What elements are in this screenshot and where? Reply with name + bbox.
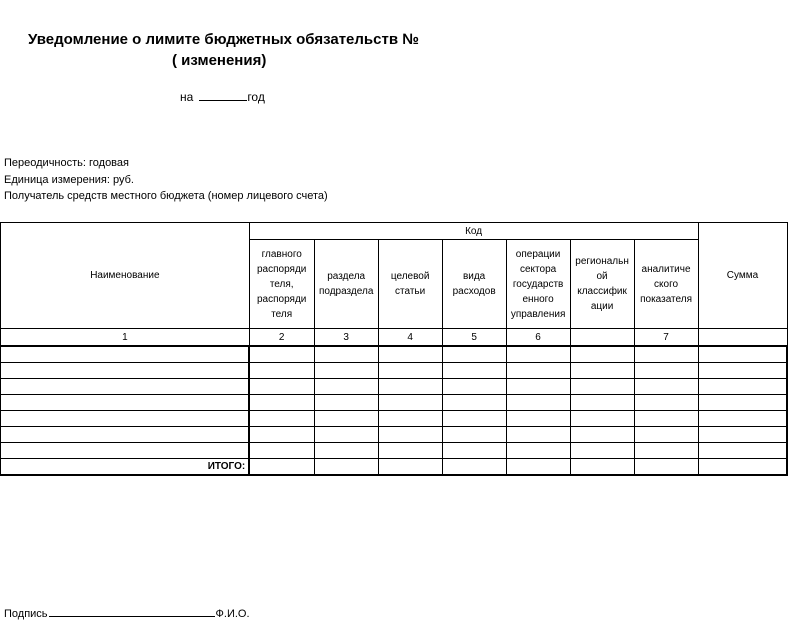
- table-cell[interactable]: [506, 379, 570, 395]
- signature-blank-field[interactable]: [49, 606, 215, 617]
- table-cell[interactable]: [1, 379, 250, 395]
- table-cell[interactable]: [634, 363, 698, 379]
- header-code: Код: [249, 223, 698, 240]
- table-row: [1, 379, 788, 395]
- limits-table: [0, 222, 788, 476]
- table-cell[interactable]: [1, 427, 250, 443]
- signature-label: Подпись: [4, 608, 48, 620]
- table-cell[interactable]: [378, 395, 442, 411]
- table-cell[interactable]: [570, 459, 634, 476]
- table-cell[interactable]: [570, 411, 634, 427]
- table-cell[interactable]: [378, 443, 442, 459]
- header-code-col-2: раздела подраздела: [314, 240, 378, 329]
- table-cell[interactable]: [570, 379, 634, 395]
- table-cell[interactable]: [1, 346, 250, 363]
- recipient-text: Получатель средств местного бюджета (номер лицевого счета): [4, 190, 328, 202]
- table-cell[interactable]: [506, 363, 570, 379]
- table-cell[interactable]: [570, 443, 634, 459]
- table-cell[interactable]: [698, 346, 787, 363]
- table-cell[interactable]: [442, 459, 506, 476]
- header-code-col-5: операции сектора государств енного управления: [506, 240, 570, 329]
- document-title: Уведомление о лимите бюджетных обязательств №: [28, 31, 419, 48]
- table-cell[interactable]: [506, 346, 570, 363]
- header-code-col-7: аналитиче ского показателя: [634, 240, 698, 329]
- table-cell[interactable]: [442, 395, 506, 411]
- table-cell[interactable]: [442, 363, 506, 379]
- table-cell[interactable]: [1, 395, 250, 411]
- table-cell[interactable]: [698, 411, 787, 427]
- column-number-9: [698, 329, 787, 347]
- unit-text: Единица измерения: руб.: [4, 174, 134, 186]
- fio-label: Ф.И.О.: [215, 608, 250, 620]
- table-row: [1, 411, 788, 427]
- column-number-3: 3: [314, 329, 378, 347]
- table-cell[interactable]: [314, 443, 378, 459]
- table-cell[interactable]: [378, 346, 442, 363]
- table-cell[interactable]: [698, 459, 787, 476]
- table-cell[interactable]: [314, 379, 378, 395]
- table-cell[interactable]: [506, 427, 570, 443]
- column-number-5: 5: [442, 329, 506, 347]
- table-cell[interactable]: [570, 346, 634, 363]
- table-cell[interactable]: [314, 395, 378, 411]
- header-code-col-4: вида расходов: [442, 240, 506, 329]
- table-cell[interactable]: [249, 427, 314, 443]
- table-cell[interactable]: [698, 395, 787, 411]
- table-cell[interactable]: [634, 443, 698, 459]
- table-cell[interactable]: [249, 379, 314, 395]
- table-cell[interactable]: [314, 411, 378, 427]
- year-line: [180, 89, 265, 104]
- header-code-col-6: региональн ой классифик ации: [570, 240, 634, 329]
- column-number-8: 7: [634, 329, 698, 347]
- total-label: ИТОГО:: [1, 459, 250, 476]
- table-cell[interactable]: [698, 363, 787, 379]
- table-cell[interactable]: [634, 411, 698, 427]
- document-subtitle: ( изменения): [172, 52, 267, 69]
- table-cell[interactable]: [634, 395, 698, 411]
- table-cell[interactable]: [378, 459, 442, 476]
- table-cell[interactable]: [249, 459, 314, 476]
- table-cell[interactable]: [249, 363, 314, 379]
- table-cell[interactable]: [249, 395, 314, 411]
- table-cell[interactable]: [378, 379, 442, 395]
- table-cell[interactable]: [634, 346, 698, 363]
- table-cell[interactable]: [442, 443, 506, 459]
- table-cell[interactable]: [249, 443, 314, 459]
- table-cell[interactable]: [378, 411, 442, 427]
- year-blank-field[interactable]: [199, 89, 247, 101]
- header-name: Наименование: [1, 223, 250, 329]
- table-cell[interactable]: [378, 363, 442, 379]
- table-cell[interactable]: [506, 443, 570, 459]
- table-cell[interactable]: [570, 395, 634, 411]
- table-row: [1, 363, 788, 379]
- table-cell[interactable]: [314, 363, 378, 379]
- table-cell[interactable]: [634, 427, 698, 443]
- column-number-6: 6: [506, 329, 570, 347]
- table-cell[interactable]: [442, 346, 506, 363]
- table-cell[interactable]: [378, 427, 442, 443]
- table-row: [1, 395, 788, 411]
- table-cell[interactable]: [314, 459, 378, 476]
- column-number-4: 4: [378, 329, 442, 347]
- table-cell[interactable]: [249, 346, 314, 363]
- table-cell[interactable]: [506, 395, 570, 411]
- table-cell[interactable]: [698, 379, 787, 395]
- table-cell[interactable]: [506, 411, 570, 427]
- table-cell[interactable]: [1, 443, 250, 459]
- table-row: [1, 346, 788, 363]
- table-cell[interactable]: [442, 427, 506, 443]
- periodicity-text: Переодичность: годовая: [4, 157, 129, 169]
- column-number-2: 2: [249, 329, 314, 347]
- table-cell[interactable]: [634, 379, 698, 395]
- header-code-col-1: главного распоряди теля, распоряди теля: [249, 240, 314, 329]
- table-cell[interactable]: [1, 411, 250, 427]
- header-sum: Сумма: [698, 223, 787, 329]
- signature-line: [4, 606, 250, 620]
- table-cell[interactable]: [314, 427, 378, 443]
- column-number-1: 1: [1, 329, 250, 347]
- table-cell[interactable]: [698, 427, 787, 443]
- table-cell[interactable]: [442, 379, 506, 395]
- header-code-col-3: целевой статьи: [378, 240, 442, 329]
- column-number-7: [570, 329, 634, 347]
- table-row: [1, 443, 788, 459]
- total-row: [1, 459, 788, 476]
- table-cell[interactable]: [314, 346, 378, 363]
- table-cell[interactable]: [506, 459, 570, 476]
- table-cell[interactable]: [634, 459, 698, 476]
- table-cell[interactable]: [442, 411, 506, 427]
- table-cell[interactable]: [570, 427, 634, 443]
- table-cell[interactable]: [1, 363, 250, 379]
- table-cell[interactable]: [570, 363, 634, 379]
- table-cell[interactable]: [249, 411, 314, 427]
- table-cell[interactable]: [698, 443, 787, 459]
- year-prefix: на: [180, 90, 194, 104]
- table-row: [1, 427, 788, 443]
- year-suffix: год: [247, 90, 265, 104]
